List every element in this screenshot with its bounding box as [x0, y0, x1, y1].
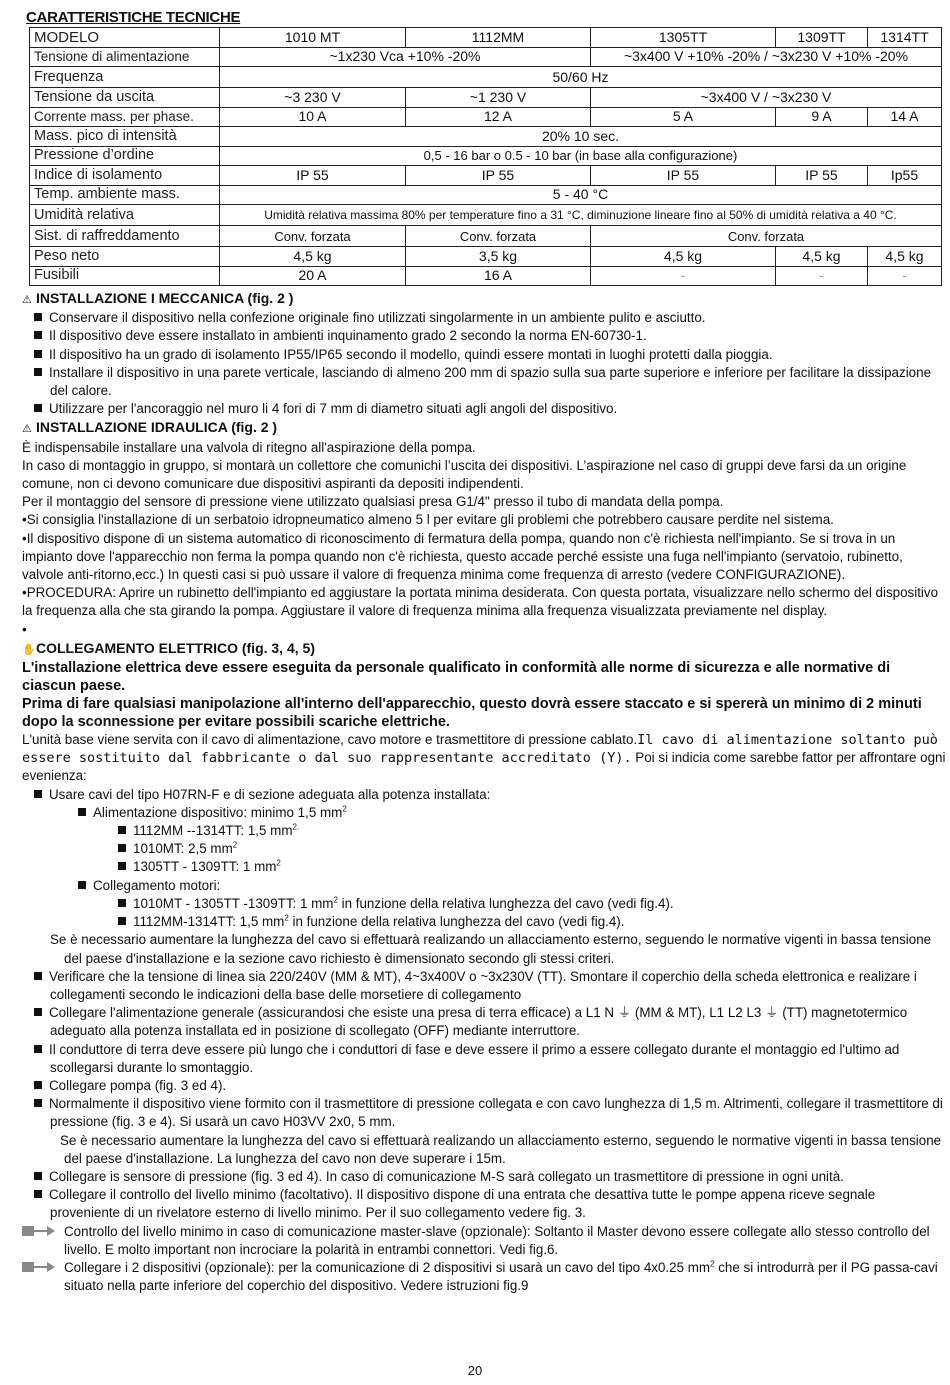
- square-bullet-icon: [34, 1172, 42, 1180]
- square-bullet-icon: [34, 1099, 42, 1107]
- table-cell: IP 55: [776, 166, 868, 186]
- table-cell: 0,5 - 16 bar o 0.5 - 10 bar (in base alla configurazione): [220, 146, 942, 166]
- warning-icon: ⚠: [22, 294, 32, 306]
- table-cell: -: [591, 266, 776, 286]
- square-bullet-icon: [34, 1190, 42, 1198]
- table-cell: 5 A: [591, 107, 776, 127]
- table-cell: 1010 MT: [220, 28, 406, 48]
- table-cell: ~1x230 Vca +10% -20%: [220, 47, 591, 67]
- table-cell: ~1 230 V: [406, 88, 591, 108]
- table-cell: Sist. di raffreddamento: [30, 226, 220, 247]
- square-bullet-icon: [118, 844, 126, 852]
- master-slave-arrow-icon: M: [22, 1225, 62, 1237]
- list-item: M Collegare i 2 dispositivi (opzionale): per la comunicazione di 2 dispositivi si usarà un cavo del tipo 4x0.25 $mm^2$ che si introdurrà per il PG passa-cavi situato nella parte inferiore del coperchio del dispositivo. Vedere istruzioni fig.9: [15, 1259, 938, 1294]
- paragraph: •Si consiglia l'installazione di un serbatoio idropneumatico almeno 5 l per evitare gli problemi che potrebbero causare perdite nel sistema.: [22, 512, 834, 528]
- table-cell: Mass. pico di intensità: [30, 127, 220, 147]
- table-cell: -: [776, 266, 868, 286]
- table-cell: Ip55: [868, 166, 942, 186]
- table-cell: 16 A: [406, 266, 591, 286]
- table-cell: Tensione di alimentazione: [30, 47, 220, 67]
- table-cell: MODELO: [30, 28, 220, 48]
- list-item: Conservare il dispositivo nella confezione originale fino utilizzati singolarmente in un ambiente pulito e asciutto.: [22, 309, 947, 327]
- table-cell: Conv. forzata: [220, 226, 406, 247]
- table-row: [30, 205, 942, 226]
- table-row: [30, 107, 942, 127]
- table-cell: 12 A: [406, 107, 591, 127]
- list-item: Il conduttore di terra deve essere più lungo che i conduttori di fase e deve essere il primo a essere collegato durante el montaggio ed l'ultimo ad scollegarsi durante lo smontaggio.: [22, 1041, 947, 1077]
- table-cell: IP 55: [591, 166, 776, 186]
- list-item: Normalmente il dispositivo viene formito con il trasmettitore di pressione collegata e con cavo lunghezza di 1,5 m. Altrimenti, collegare il trasmettitore di pressione (fig. 3 e 4). Si usarà un cavo H03VV 2x0, 5 mm.: [22, 1095, 947, 1131]
- table-cell: Frequenza: [30, 67, 220, 88]
- square-bullet-icon: [34, 368, 42, 376]
- square-bullet-icon: [34, 790, 42, 798]
- square-bullet-icon: [34, 313, 42, 321]
- table-row: [30, 266, 942, 286]
- table-cell: 50/60 Hz: [220, 67, 942, 88]
- list-item: Alimentazione dispositivo: minimo 1,5 $mm^2$: [22, 804, 947, 822]
- bold-paragraph: Prima di fare qualsiasi manipolazione all'interno dell'apparecchio, questo dovrà essere staccato e si spererà un minimo di 2 minuti dopo la sconnessione per evitare possibili scariche elettriche.: [22, 696, 922, 731]
- spec-table: [29, 27, 942, 286]
- table-cell: 1305TT: [591, 28, 776, 48]
- paragraph: •Il dispositivo dispone di un sistema automatico di riconoscimento di fermatura della pompa, quando non c'è richiesta nell'impianto. Se si trova in un impianto dove l'apparecchio non ferma la pompa quando non c'è richiesta, questo accade perché essiste una fuga nell'impianto (servatoio, rubinetto, valvole anti-ritorno,ecc.) In questi casi si può ussare il valore di frequenza minima come frequenza di arresto (vedere CONFIGURAZIONE).: [22, 530, 903, 583]
- square-bullet-icon: [118, 826, 126, 834]
- square-bullet-icon: [78, 881, 86, 889]
- page-number: 20: [467, 1363, 483, 1378]
- table-cell: Temp. ambiente mass.: [30, 185, 220, 205]
- heading-hydraulic: ⚠ INSTALLAZIONE IDRAULICA (fig. 2 ): [22, 418, 947, 438]
- list-item: 1112MM-1314TT: 1,5 $mm^2$ in funzione della relativa lunghezza del cavo (vedi fig.4).: [22, 913, 947, 931]
- table-cell: 14 A: [868, 107, 942, 127]
- table-cell: 10 A: [220, 107, 406, 127]
- warning-icon: ⚠: [22, 423, 32, 436]
- list-item: 1010MT - 1305TT -1309TT: 1 $mm^2$ in funzione della relativa lunghezza del cavo (vedi fig.4).: [22, 895, 947, 913]
- list-item: Usare cavi del tipo H07RN-F e di sezione adeguata alla potenza installata:: [22, 786, 947, 804]
- table-row: [30, 185, 942, 205]
- table-cell: IP 55: [406, 166, 591, 186]
- table-cell: 3,5 kg: [406, 247, 591, 267]
- table-cell: 4,5 kg: [220, 247, 406, 267]
- list-item: Il dispositivo deve essere installato in ambienti inquinamento grado 2 secondo la norma EN-60730-1.: [22, 327, 947, 345]
- table-cell: 4,5 kg: [868, 247, 942, 267]
- square-bullet-icon: [78, 808, 86, 816]
- square-bullet-icon: [34, 972, 42, 980]
- table-cell: Fusibili: [30, 266, 220, 286]
- table-cell: 9 A: [776, 107, 868, 127]
- table-cell: Umidità relativa massima 80% per temperature fino a 31 °C, diminuzione lineare fino al 50% di umidità relativa a 40 °C.: [220, 205, 942, 226]
- table-cell: Indice di isolamento: [30, 166, 220, 186]
- paragraph: L'unità base viene servita con il cavo di alimentazione, cavo motore e trasmettitore di pressione cablato.Il cavo di alimentazione soltanto può essere sostituito dal fabbricante o dal suo rappresentante accreditato (Y). Poi si indicia come sarebbe fattor per affrontare ogni evenienza:: [22, 732, 946, 784]
- table-row: [30, 67, 942, 88]
- table-cell: -: [868, 266, 942, 286]
- table-cell: Corrente mass. per phase.: [30, 107, 220, 127]
- hand-warning-icon: ✋: [22, 643, 36, 656]
- list-item: Installare il dispositivo in una parete verticale, lasciando di almeno 200 mm di spazio sulla sua parte superiore e inferiore per facilitare la dissipazione del calore.: [22, 364, 947, 400]
- square-bullet-icon: [118, 917, 126, 925]
- heading-mechanical: ⚠ INSTALLAZIONE I MECCANICA (fig. 2 ): [22, 289, 947, 309]
- paragraph: Se è necessario aumentare la lunghezza del cavo si effettuarà realizando un allacciamento esterno, seguendo le normative vigenti in bassa tensione del paese d'installazione. La lunghezza del cavo non deve superare i 15m.: [60, 1132, 942, 1166]
- table-cell: Conv. forzata: [591, 226, 942, 247]
- table-row: [30, 247, 942, 267]
- list-item: Collegare il controllo del livello minimo (facoltativo). Il dispositivo dispone di una entrata che desattiva tutte le pompe appena riceve segnale proveniente di un rivelatore esterno di livello minimo. Per il suo collegamento vedere fig. 3.: [22, 1186, 947, 1222]
- table-cell: 1309TT: [776, 28, 868, 48]
- table-cell: Pressione d’ordine: [30, 146, 220, 166]
- list-item: Verificare che la tensione di linea sia 220/240V (MM & MT), 4~3x400V o ~3x230V (TT). Smontare il coperchio della scheda elettronica e realizare i collegamenti secondo le indicazioni della base delle morsetiere di collegamento: [22, 968, 947, 1004]
- list-item: 1010MT: 2,5 $mm^2$: [22, 840, 947, 858]
- table-cell: 1112MM: [406, 28, 591, 48]
- paragraph: In caso di montaggio in gruppo, si montarà un collettore che comunichi l’uscita dei dispositivi. L’aspirazione nel caso di gruppi deve farsi da un origine comune, non ci devono comunicare due dispositivi aspiranti da depositi indipendenti.: [22, 457, 907, 492]
- bold-paragraph: L'installazione elettrica deve essere eseguita da personale qualificato in conformità alle norme di sicurezza e alle normative di ciascun paese.: [22, 660, 891, 695]
- table-cell: Umidità relativa: [30, 205, 220, 226]
- list-item: Collegamento motori:: [22, 877, 947, 895]
- list-item: Collegare l'alimentazione generale (assicurandosi che esiste una presa di terra efficace) a L1 N ⏚ (MM & MT), L1 L2 L3 ⏚ (TT) magnetotermico adeguato alla potenza installata ed in posizione di scollegato (OFF) mediante interruttore.: [22, 1004, 947, 1040]
- table-row: [30, 166, 942, 186]
- table-cell: 4,5 kg: [591, 247, 776, 267]
- paragraph: •PROCEDURA: Aprire un rubinetto dell'impianto ed aggiustare la portata minima desiderata. Con questa portata, visualizzare nello schermo del dispositivo la frequenza alla che sta girando la pompa. Aggiustare il valore di frequenza minima alla frequenza visualizzata previamente nel display.: [22, 585, 939, 619]
- list-item: Collegare is sensore di pressione (fig. 3 ed 4). In caso di comunicazione M-S sarà collegato un trasmettitore di pressione in ogni unità.: [22, 1168, 947, 1186]
- table-cell: Tensione da uscita: [30, 88, 220, 108]
- list-item: 1112MM --1314TT: 1,5 $mm^{2.}$: [22, 822, 947, 840]
- table-cell: 20 A: [220, 266, 406, 286]
- paragraph: •: [22, 621, 27, 637]
- table-row: [30, 226, 942, 247]
- list-item: M Controllo del livello minimo in caso di comunicazione master-slave (opzionale): Soltanto il Master devono essere collegate allo stesso controllo del livello. E molto important non incrociare la polarità in entrambi connettori. Vedi fig.6.: [15, 1223, 930, 1257]
- table-cell: IP 55: [220, 166, 406, 186]
- table-cell: 1314TT: [868, 28, 942, 48]
- table-cell: ~3x400 V / ~3x230 V: [591, 88, 942, 108]
- table-row: [30, 146, 942, 166]
- paragraph: Per il montaggio del sensore di pressione viene utilizzato qualsiasi presa G1/4" presso il tubo di mandata della pompa.: [22, 494, 724, 510]
- heading-electrical: ✋COLLEGAMENTO ELETTRICO (fig. 3, 4, 5): [22, 639, 947, 659]
- table-cell: 20% 10 sec.: [220, 127, 942, 147]
- square-bullet-icon: [34, 1045, 42, 1053]
- table-cell: 5 - 40 °C: [220, 185, 942, 205]
- square-bullet-icon: [34, 350, 42, 358]
- square-bullet-icon: [34, 1081, 42, 1089]
- square-bullet-icon: [34, 331, 42, 339]
- list-item: Il dispositivo ha un grado di isolamento IP55/IP65 secondo il modello, quindi essere montati in luoghi protetti dalla pioggia.: [22, 346, 947, 364]
- table-row: [30, 47, 942, 67]
- table-header-row: [30, 28, 942, 48]
- square-bullet-icon: [118, 899, 126, 907]
- square-bullet-icon: [34, 1008, 42, 1016]
- paragraph: Se è necessario aumentare la lunghezza del cavo si effettuarà realizando un allacciamento esterno, seguendo le normative vigenti in bassa tensione del paese d'installazione e la sezione cavo richiesto è dimensionato secondo gli stessi criteri.: [50, 932, 932, 966]
- square-bullet-icon: [118, 862, 126, 870]
- table-row: [30, 88, 942, 108]
- table-row: [30, 127, 942, 147]
- table-cell: Peso neto: [30, 247, 220, 267]
- table-cell: ~3x400 V +10% -20% / ~3x230 V +10% -20%: [591, 47, 942, 67]
- paragraph: È indispensabile installare una valvola di ritegno all'aspirazione della pompa.: [22, 439, 476, 455]
- section-title: CARATTERISTICHE TECNICHE: [26, 9, 241, 26]
- square-bullet-icon: [34, 404, 42, 412]
- table-cell: 4,5 kg: [776, 247, 868, 267]
- list-item: Collegare pompa (fig. 3 ed 4).: [22, 1077, 947, 1095]
- list-item: 1305TT - 1309TT: 1 $mm^2$: [22, 858, 947, 876]
- master-slave-arrow-icon: M: [22, 1261, 62, 1273]
- table-cell: Conv. forzata: [406, 226, 591, 247]
- body-text: [15, 289, 947, 1295]
- list-item: Utilizzare per l'ancoraggio nel muro li 4 fori di 7 mm di diametro situati agli angoli del dispositivo.: [22, 400, 947, 418]
- table-cell: ~3 230 V: [220, 88, 406, 108]
